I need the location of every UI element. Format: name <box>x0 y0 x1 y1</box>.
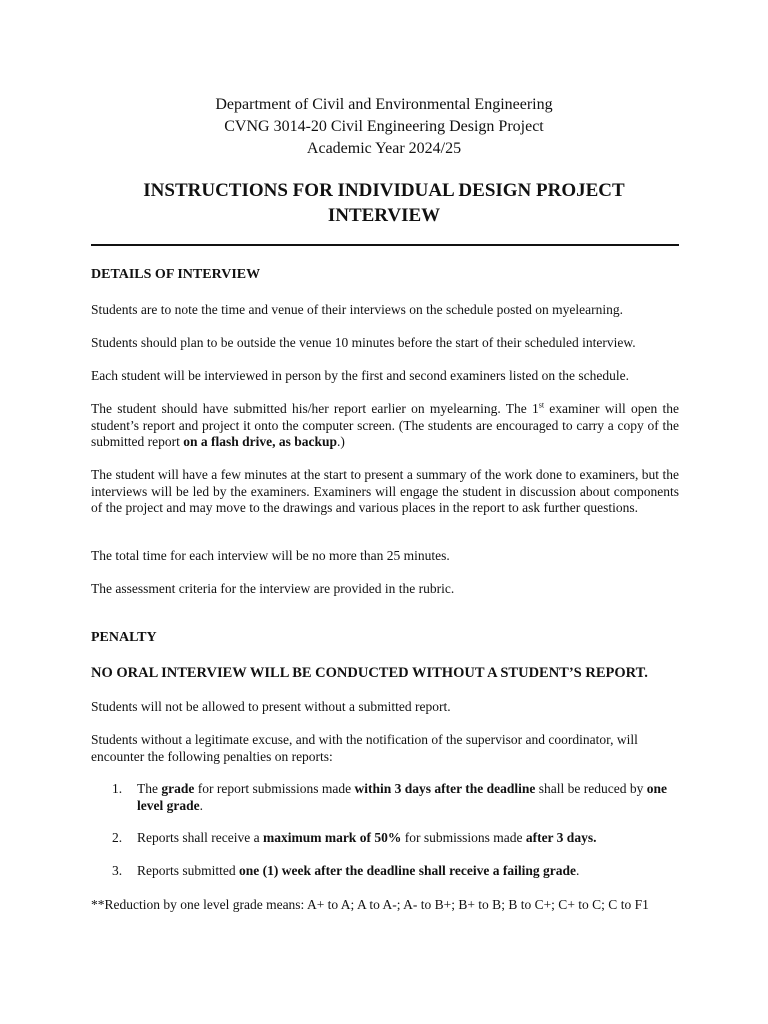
list-text: Reports submitted one (1) week after the deadline shall receive a failing grade. <box>137 863 580 878</box>
details-paragraph-3: Each student will be interviewed in person by the first and second examiners listed on the schedule. <box>91 368 629 383</box>
details-paragraph-2: Students should plan to be outside the venue 10 minutes before the start of their scheduled interview. <box>91 335 636 350</box>
list-text: The grade for report submissions made within 3 days after the deadline shall be reduced by one level grade. <box>137 781 667 813</box>
department-name: Department of Civil and Environmental Engineering <box>215 96 553 113</box>
list-number: 2. <box>112 830 123 845</box>
details-paragraph-7: The assessment criteria for the interview are provided in the rubric. <box>91 581 455 596</box>
list-number: 1. <box>112 781 123 796</box>
p4-text-a: The student should have submitted his/her report earlier on myelearning. The 1 <box>91 401 539 416</box>
penalty-heading: PENALTY <box>91 630 157 645</box>
title-line-2: INTERVIEW <box>327 205 441 226</box>
penalty-subheading: NO ORAL INTERVIEW WILL BE CONDUCTED WITHOUT A STUDENT’S REPORT. <box>91 665 648 681</box>
details-paragraph-6: The total time for each interview will be no more than 25 minutes. <box>91 548 450 563</box>
details-heading: DETAILS OF INTERVIEW <box>91 267 261 282</box>
grade-reduction-note: **Reduction by one level grade means: A+ to A; A to A-; A- to B+; B+ to B; B to C+; C+ to C; C to F1 <box>91 897 649 912</box>
p4-bold: on a flash drive, as backup <box>183 434 338 449</box>
p4-superscript: st <box>538 400 545 410</box>
academic-year: Academic Year 2024/25 <box>306 140 462 157</box>
document-title <box>60 178 708 228</box>
list-text: Reports shall receive a maximum mark of 50% for submissions made after 3 days. <box>137 830 597 845</box>
penalty-paragraph-2: Students without a legitimate excuse, and with the notification of the supervisor and coordinator, will encounter the following penalties on reports: <box>91 732 638 764</box>
details-paragraph-5: The student will have a few minutes at the start to present a summary of the work done to examiners, but the interviews will be led by the examiners. Examiners will engage the student in discussion about components of the project and may move to the drawings and various places in the report to ask further questions. <box>91 467 679 515</box>
course-title: CVNG 3014-20 Civil Engineering Design Project <box>224 118 544 135</box>
title-line-1: INSTRUCTIONS FOR INDIVIDUAL DESIGN PROJECT <box>143 180 625 201</box>
p4-text-c: .) <box>337 434 345 449</box>
title-divider <box>91 244 679 246</box>
details-paragraph-1: Students are to note the time and venue of their interviews on the schedule posted on myelearning. <box>91 302 623 317</box>
details-paragraph-4 <box>91 401 679 451</box>
list-number: 3. <box>112 863 123 878</box>
penalty-paragraph-1: Students will not be allowed to present without a submitted report. <box>91 699 451 714</box>
p4-text-b: examiner will open the student’s report and project it onto the computer screen. (The students are encouraged to carry a copy of the submitted report <box>91 401 679 449</box>
